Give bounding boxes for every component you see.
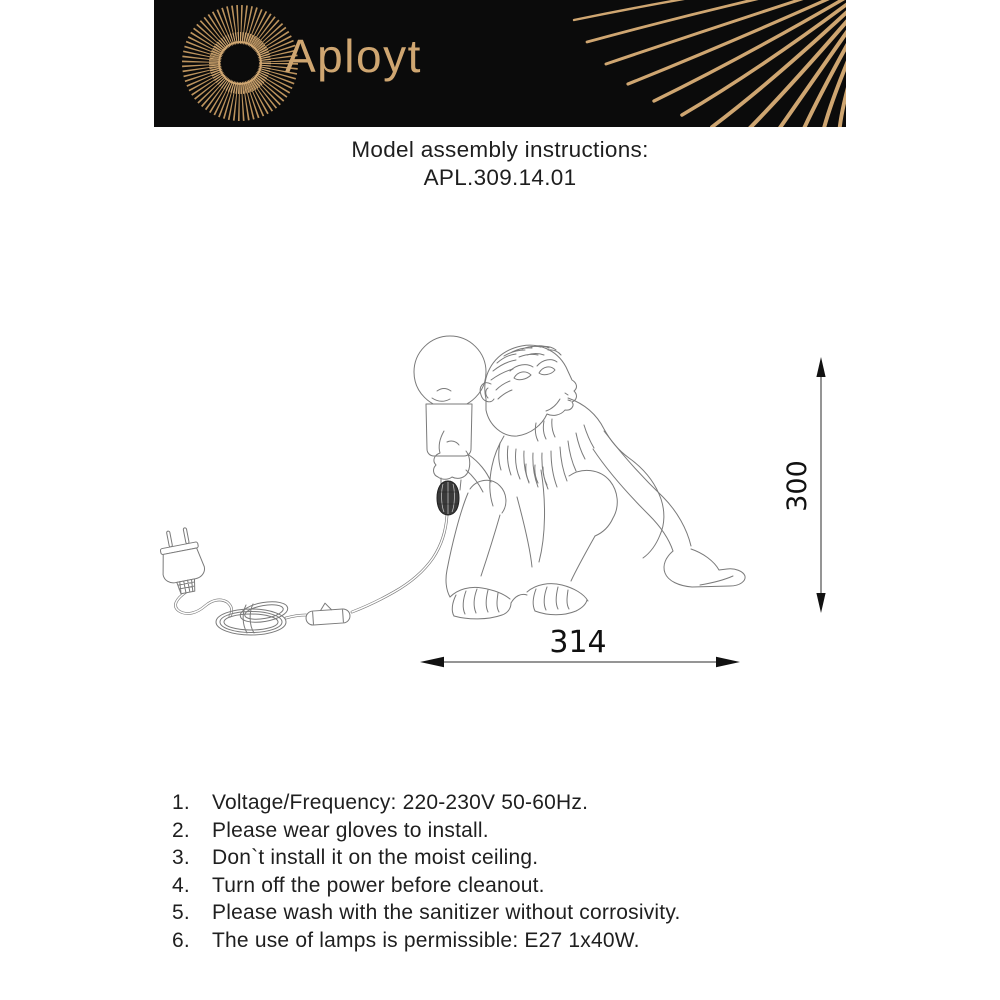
lamp-socket	[426, 404, 472, 456]
item-text: Don`t install it on the moist ceiling.	[212, 846, 539, 870]
brand-logo-text: Aployt	[285, 30, 422, 82]
item-text: Please wear gloves to install.	[212, 818, 489, 842]
list-item	[172, 844, 681, 872]
model-number: APL.309.14.01	[423, 165, 577, 190]
item-text: Voltage/Frequency: 220-230V 50-60Hz.	[212, 791, 589, 814]
height-dimension-label: 300	[782, 460, 813, 512]
banner-art	[154, 0, 846, 127]
list-item	[172, 789, 681, 817]
cord-coil	[216, 598, 289, 635]
brand-banner	[154, 0, 846, 127]
item-number: 4.	[172, 873, 190, 897]
item-text: Turn off the power before cleanout.	[212, 873, 545, 897]
power-cord	[175, 515, 447, 618]
item-number: 5.	[172, 901, 190, 925]
item-text: Please wash with the sanitizer without corrosivity.	[212, 901, 681, 925]
sunburst-logo-icon	[200, 23, 280, 103]
corner-rays-decoration	[574, 0, 846, 127]
page-title: Model assembly instructions:	[351, 137, 649, 162]
instruction-list	[172, 789, 681, 955]
width-dimension-label: 314	[549, 625, 607, 660]
item-number: 6.	[172, 928, 190, 952]
list-item	[172, 927, 681, 955]
item-number: 1.	[172, 791, 190, 814]
list-item	[172, 817, 681, 845]
monkey-lamp-diagram	[140, 330, 860, 690]
inline-switch	[305, 601, 350, 625]
monkey-head	[480, 345, 576, 436]
light-bulb-icon	[414, 336, 486, 408]
item-number: 2.	[172, 818, 190, 842]
list-item	[172, 872, 681, 900]
monkey-body	[434, 398, 746, 619]
list-item	[172, 899, 681, 927]
power-plug	[155, 526, 208, 597]
title-block	[154, 136, 846, 192]
cord-grip	[437, 481, 459, 515]
item-number: 3.	[172, 846, 190, 870]
item-text: The use of lamps is permissible: E27 1x40W.	[212, 928, 640, 952]
width-dimension	[420, 625, 740, 667]
height-dimension	[782, 357, 826, 613]
